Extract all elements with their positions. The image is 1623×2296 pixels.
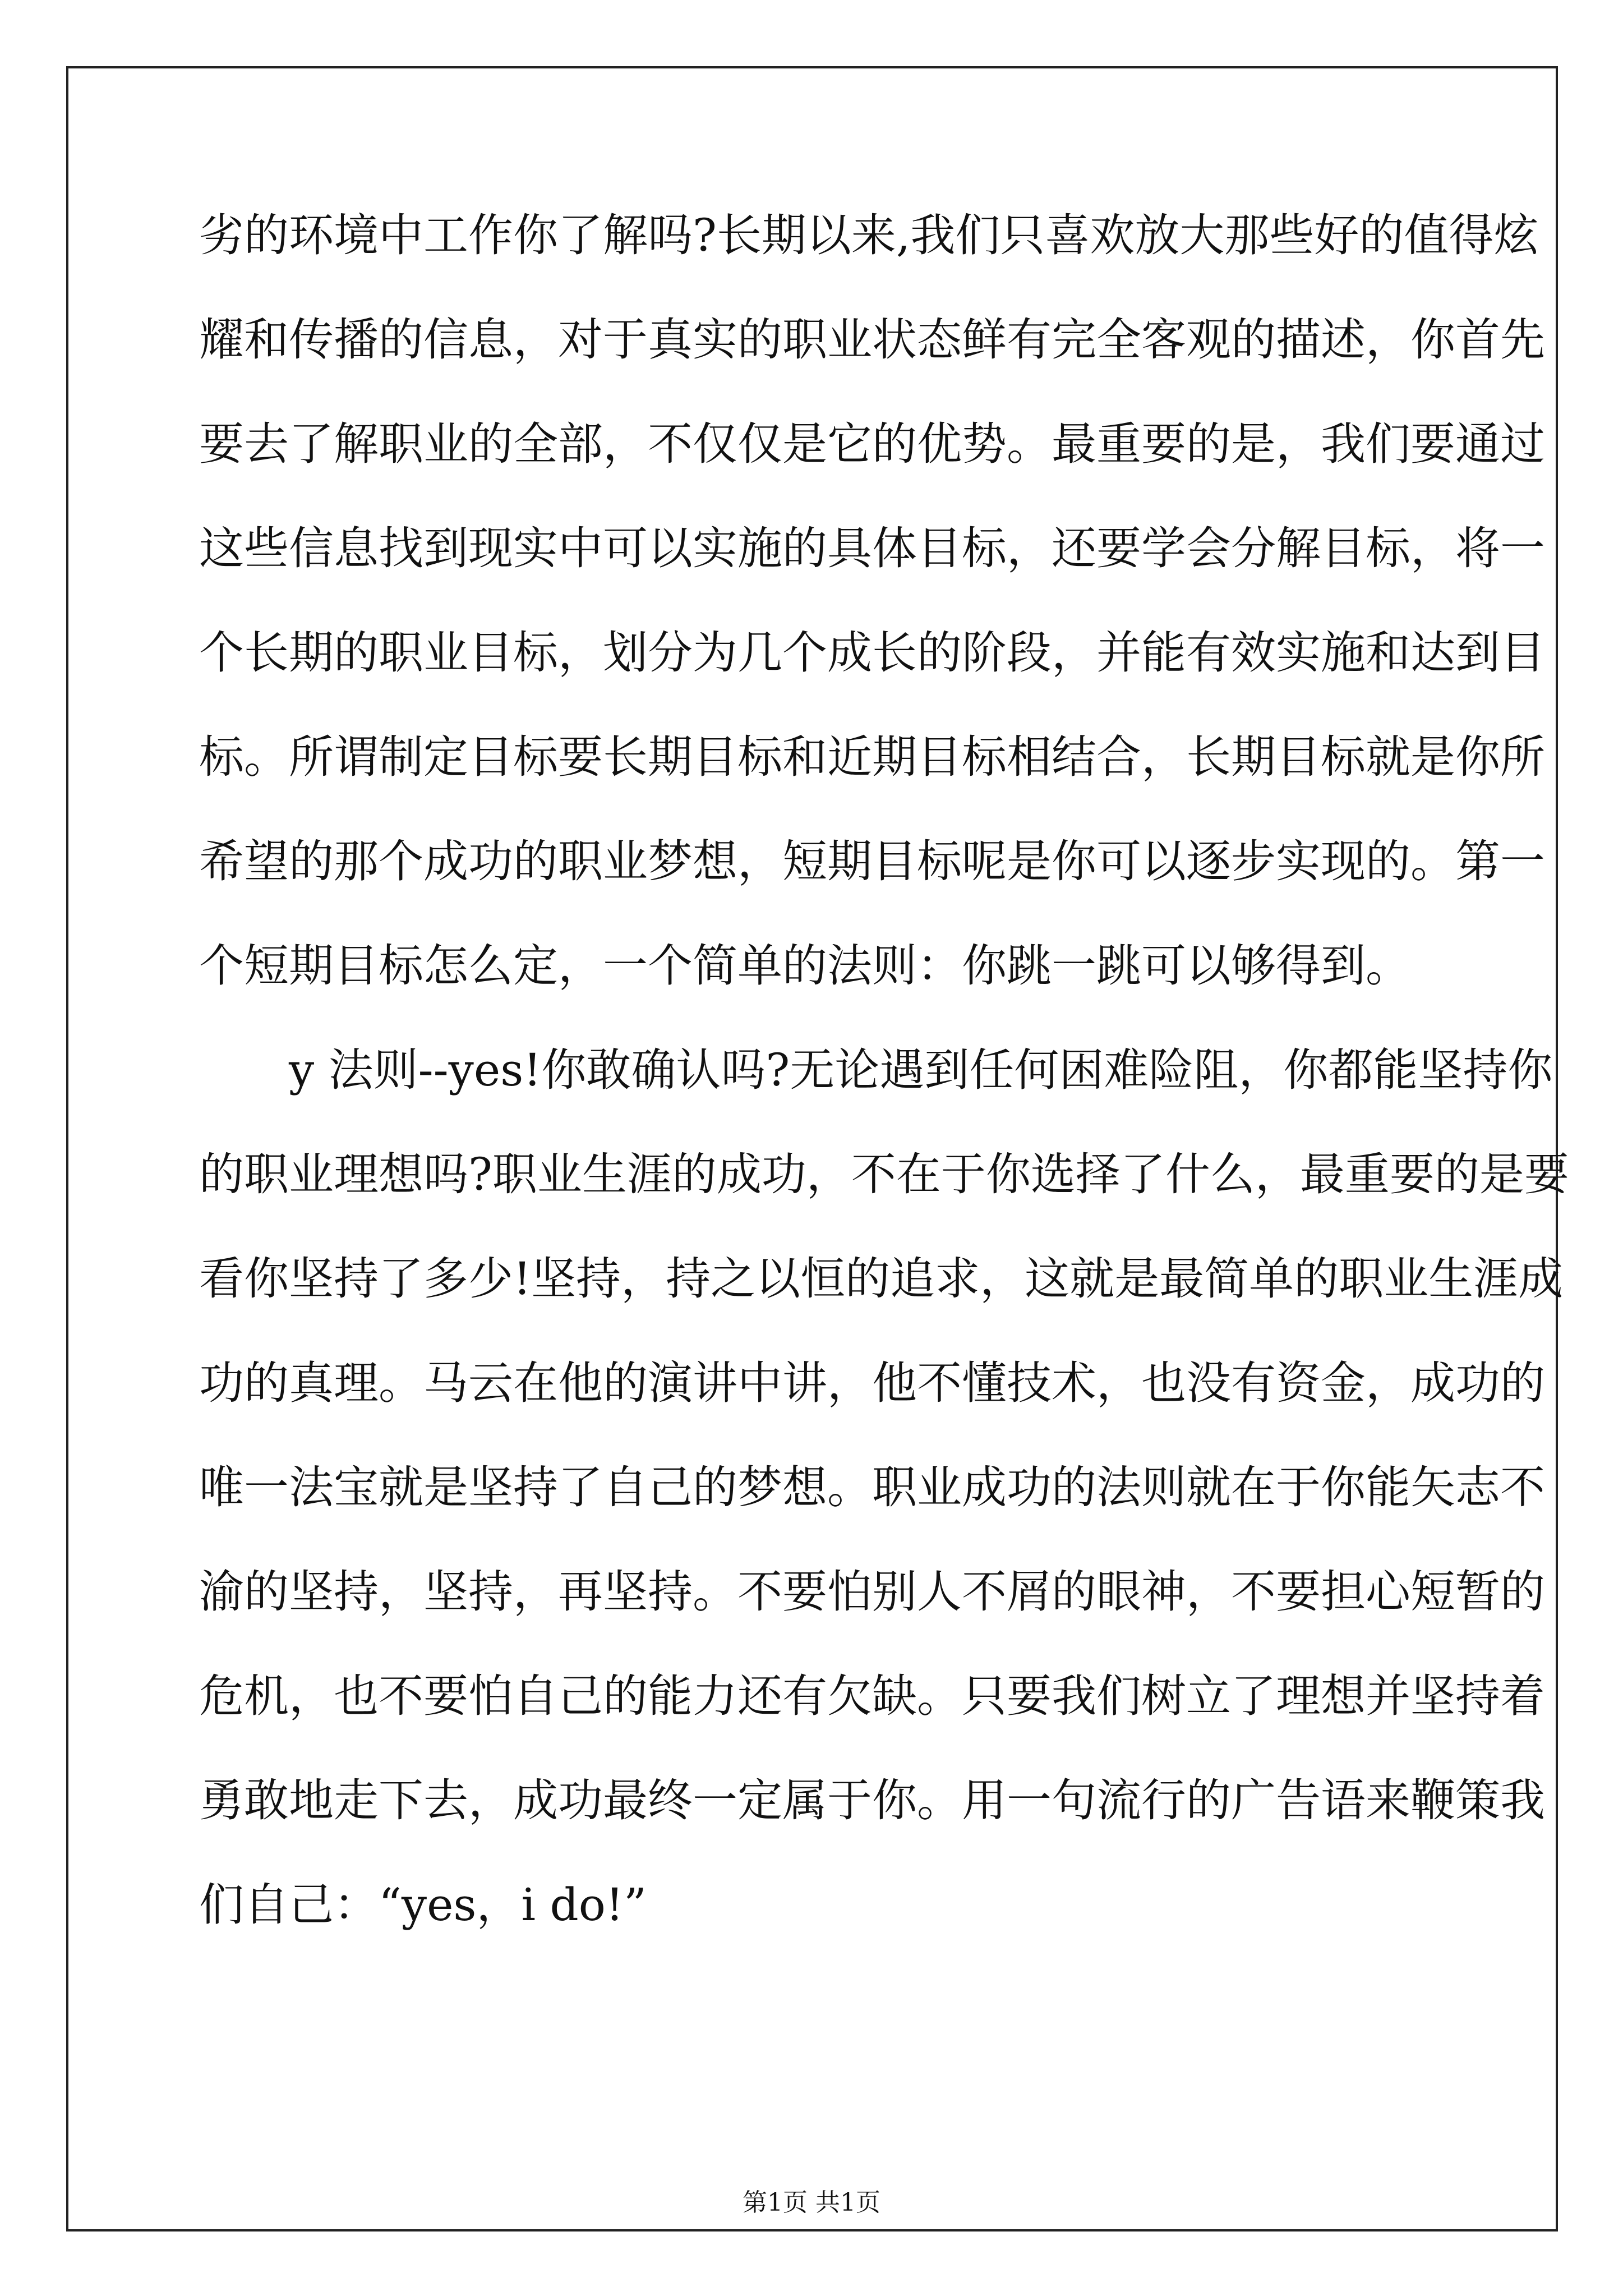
text-line: 看你坚持了多少!坚持，持之以恒的追求，这就是最简单的职业生涯成	[199, 1253, 1564, 1305]
text-line: 耀和传播的信息，对于真实的职业状态鲜有完全客观的描述，你首先	[199, 314, 1545, 366]
page-number-footer: 第1页 共1页	[743, 2188, 880, 2217]
paragraph-1	[199, 209, 1545, 1048]
document-body	[199, 209, 1569, 1987]
text-line: 勇敢地走下去，成功最终一定属于你。用一句流行的广告语来鞭策我	[199, 1774, 1545, 1826]
text-line: 希望的那个成功的职业梦想，短期目标呢是你可以逐步实现的。第一	[199, 835, 1545, 887]
text-line: 标。所谓制定目标要长期目标和近期目标相结合，长期目标就是你所	[199, 731, 1545, 783]
text-line: 要去了解职业的全部，不仅仅是它的优势。最重要的是，我们要通过	[199, 418, 1545, 470]
text-line: 个长期的职业目标，划分为几个成长的阶段，并能有效实施和达到目	[199, 627, 1545, 679]
text-line: 唯一法宝就是坚持了自己的梦想。职业成功的法则就在于你能矢志不	[199, 1461, 1545, 1513]
text-line: 劣的环境中工作你了解吗?长期以来,我们只喜欢放大那些好的值得炫	[199, 209, 1539, 261]
text-line: 危机，也不要怕自己的能力还有欠缺。只要我们树立了理想并坚持着	[199, 1670, 1545, 1722]
text-line: y 法则--yes!你敢确认吗?无论遇到任何困难险阻，你都能坚持你	[289, 1044, 1553, 1096]
text-line: 的职业理想吗?职业生涯的成功，不在于你选择了什么，最重要的是要	[199, 1148, 1569, 1200]
text-line: 功的真理。马云在他的演讲中讲，他不懂技术，也没有资金，成功的	[199, 1357, 1545, 1409]
text-line: 们自己：“yes，i do!”	[199, 1879, 647, 1931]
text-line: 渝的坚持，坚持，再坚持。不要怕别人不屑的眼神，不要担心短暂的	[199, 1566, 1545, 1618]
paragraph-2	[199, 1044, 1569, 1987]
text-line: 这些信息找到现实中可以实施的具体目标，还要学会分解目标，将一	[199, 522, 1545, 574]
text-line: 个短期目标怎么定，一个简单的法则：你跳一跳可以够得到。	[199, 940, 1410, 992]
